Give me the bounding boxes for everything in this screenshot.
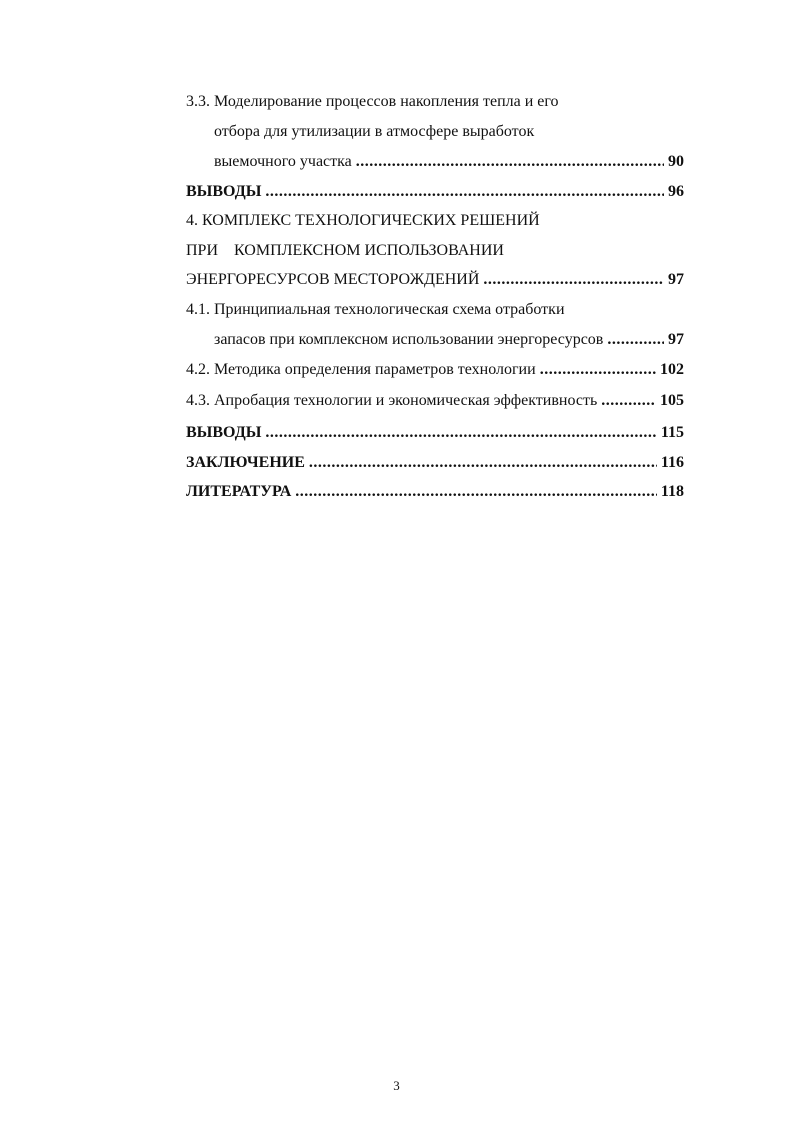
toc-entry-text: отбора для утилизации в атмосфере выработок [214,123,535,140]
toc-entry-3-3-line3 [214,150,684,174]
toc-page-number: 102 [660,361,684,378]
toc-entry-4-1-line1 [186,298,565,322]
toc-page-number: 90 [668,153,684,170]
toc-entry-chapter4-line2 [186,239,504,263]
toc-entry-chapter4-line1 [186,209,540,233]
toc-dot-leader [265,180,664,204]
toc-dot-leader [356,150,664,174]
toc-entry-text: 4.1. Принципиальная технологическая схема отработки [186,301,565,318]
toc-entry-text: ПРИ [186,242,219,259]
toc-page-number: 97 [668,331,684,348]
toc-dot-leader [265,421,656,445]
toc-dot-leader [540,358,656,382]
toc-entry-literature [186,480,684,504]
toc-dot-leader [483,268,664,292]
toc-entry-text: 4. КОМПЛЕКС ТЕХНОЛОГИЧЕСКИХ РЕШЕНИЙ [186,212,540,229]
toc-dot-leader [309,451,657,475]
toc-page-number: 116 [660,454,684,471]
toc-entry-text: выемочного участка [214,153,352,170]
toc-page-number: 118 [660,483,684,500]
toc-entry-text: 4.2. Методика определения параметров технологии [186,361,536,378]
page-number: 3 [393,1078,400,1093]
toc-entry-text: 4.3. Апробация технологии и экономическая эффективность [186,392,598,409]
toc-entry-text: ЛИТЕРАТУРА [186,483,292,500]
toc-entry-3-3-line2 [214,120,684,144]
toc-page-number: 115 [660,424,684,441]
toc-entry-conclusions-ch4 [186,421,684,445]
toc-entry-3-3-line1 [186,90,559,114]
toc-entry-4-1-line2 [214,328,684,352]
toc-page-number: 97 [668,271,684,288]
toc-dot-leader [607,328,664,352]
toc-entry-conclusion [186,451,684,475]
toc-entry-text: КОМПЛЕКСНОМ ИСПОЛЬЗОВАНИИ [234,242,504,259]
toc-dot-leader [601,389,656,413]
toc-entry-text: ЭНЕРГОРЕСУРСОВ МЕСТОРОЖДЕНИЙ [186,271,480,288]
toc-dot-leader [295,480,657,504]
toc-entry-text: ВЫВОДЫ [186,424,262,441]
toc-entry-4-3 [186,389,684,413]
toc-entry-conclusions-ch3 [186,180,684,204]
toc-entry-chapter4-line3 [186,268,684,292]
toc-entry-text: запасов при комплексном использовании энергоресурсов [214,331,604,348]
toc-entry-text: ВЫВОДЫ [186,183,262,200]
toc-page-number: 96 [668,183,684,200]
toc-entry-4-2 [186,358,684,382]
toc-entry-text: 3.3. Моделирование процессов накопления тепла и его [186,93,559,110]
toc-entry-text: ЗАКЛЮЧЕНИЕ [186,454,305,471]
toc-page-number: 105 [660,392,684,409]
